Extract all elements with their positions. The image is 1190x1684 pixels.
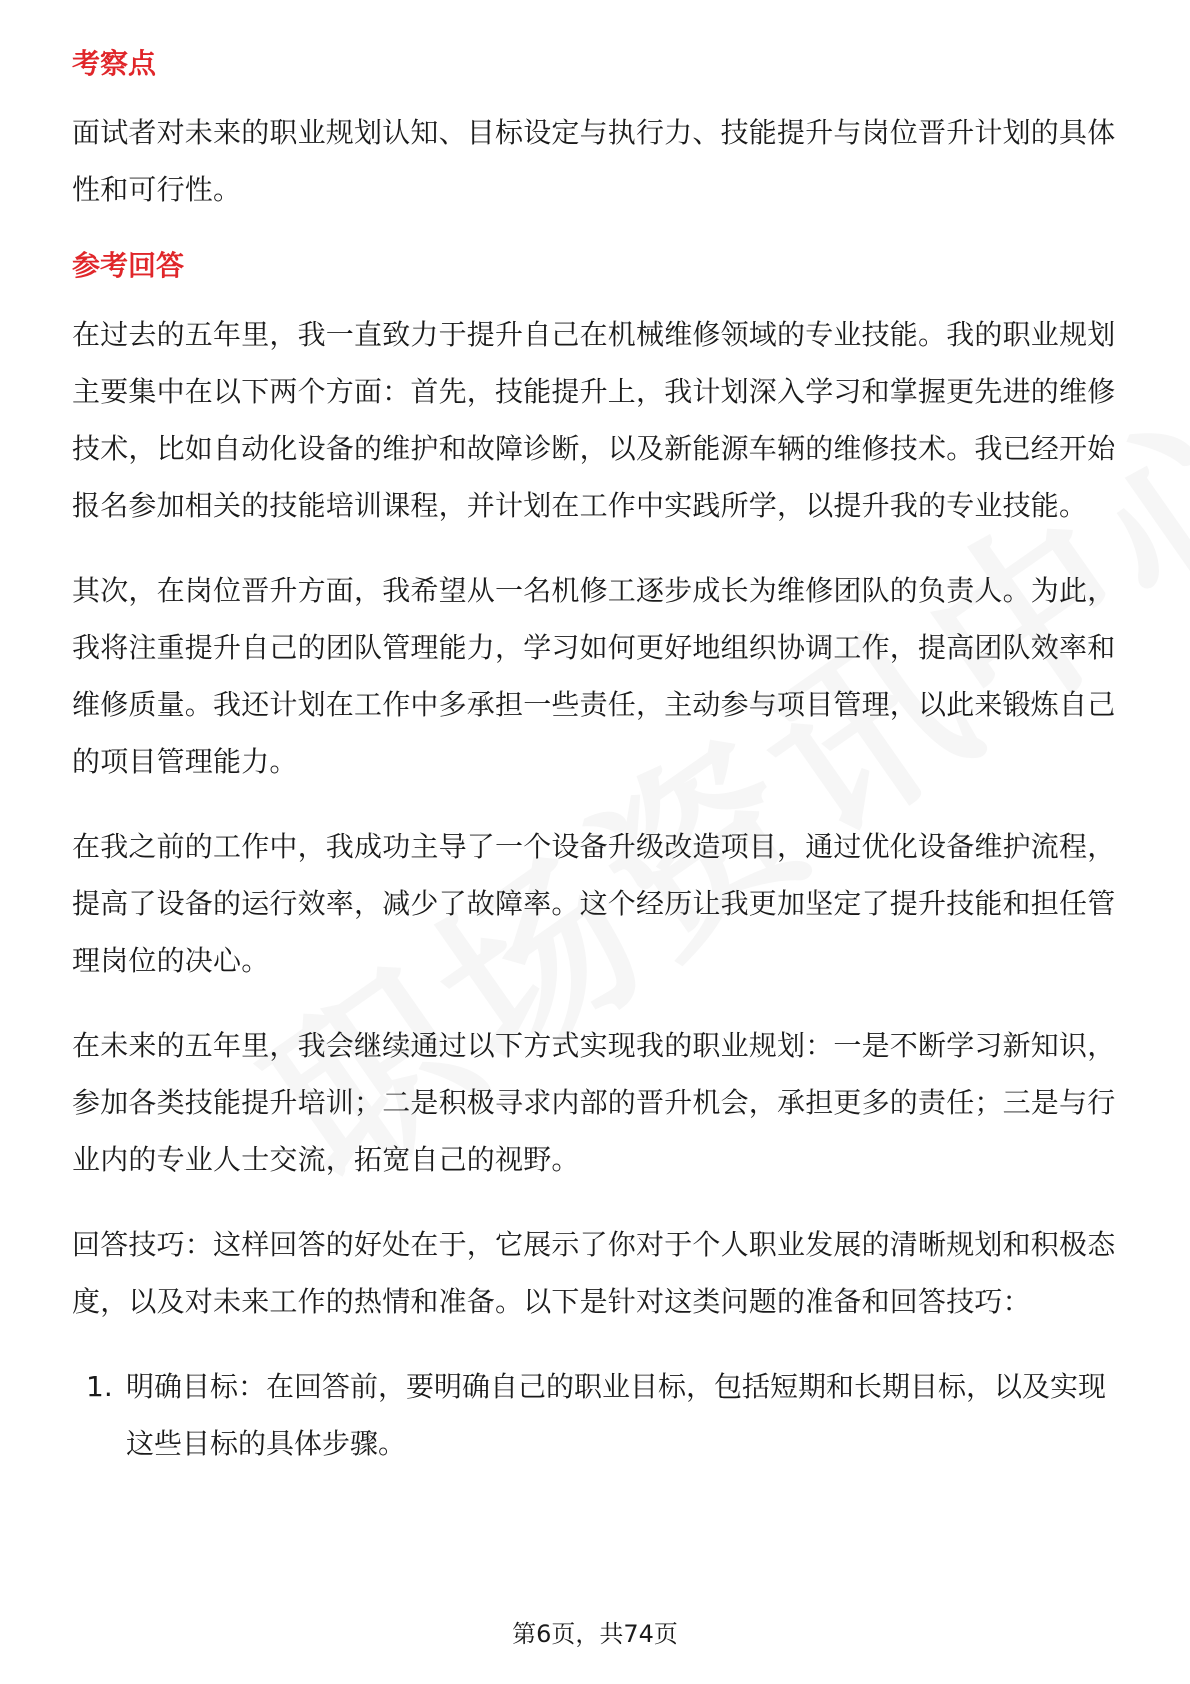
focus-text: 面试者对未来的职业规划认知、目标设定与执行力、技能提升与岗位晋升计划的具体性和可行性。	[72, 116, 1116, 206]
answer-paragraph-2: 其次，在岗位晋升方面，我希望从一名机修工逐步成长为维修团队的负责人。为此，我将注重提升自己的团队管理能力，学习如何更好地组织协调工作，提高团队效率和维修质量。我还计划在工作中多承担一些责任，主动参与项目管理，以此来锻炼自己的项目管理能力。	[72, 574, 1116, 778]
document-page	[72, 44, 1122, 1472]
answer-tips-intro: 回答技巧：这样回答的好处在于，它展示了你对于个人职业发展的清晰规划和积极态度，以及对未来工作的热情和准备。以下是针对这类问题的准备和回答技巧：	[72, 1228, 1116, 1318]
focus-heading: 考察点	[72, 47, 157, 80]
answer-paragraph-1: 在过去的五年里，我一直致力于提升自己在机械维修领域的专业技能。我的职业规划主要集中在以下两个方面：首先，技能提升上，我计划深入学习和掌握更先进的维修技术，比如自动化设备的维护和故障诊断，以及新能源车辆的维修技术。我已经开始报名参加相关的技能培训课程，并计划在工作中实践所学，以提升我的专业技能。	[72, 318, 1116, 522]
list-item-text: 明确目标：在回答前，要明确自己的职业目标，包括短期和长期目标，以及实现这些目标的具体步骤。	[126, 1370, 1107, 1460]
list-marker: 1.	[86, 1370, 113, 1403]
tips-list	[72, 1358, 1122, 1472]
list-item	[72, 1358, 1122, 1472]
answer-paragraph-4: 在未来的五年里，我会继续通过以下方式实现我的职业规划：一是不断学习新知识，参加各类技能提升培训；二是积极寻求内部的晋升机会，承担更多的责任；三是与行业内的专业人士交流，拓宽自己的视野。	[72, 1029, 1116, 1176]
answer-paragraph-3: 在我之前的工作中，我成功主导了一个设备升级改造项目，通过优化设备维护流程，提高了设备的运行效率，减少了故障率。这个经历让我更加坚定了提升技能和担任管理岗位的决心。	[72, 830, 1116, 977]
answer-heading: 参考回答	[72, 249, 185, 282]
page-footer: 第6页，共74页	[512, 1620, 678, 1648]
